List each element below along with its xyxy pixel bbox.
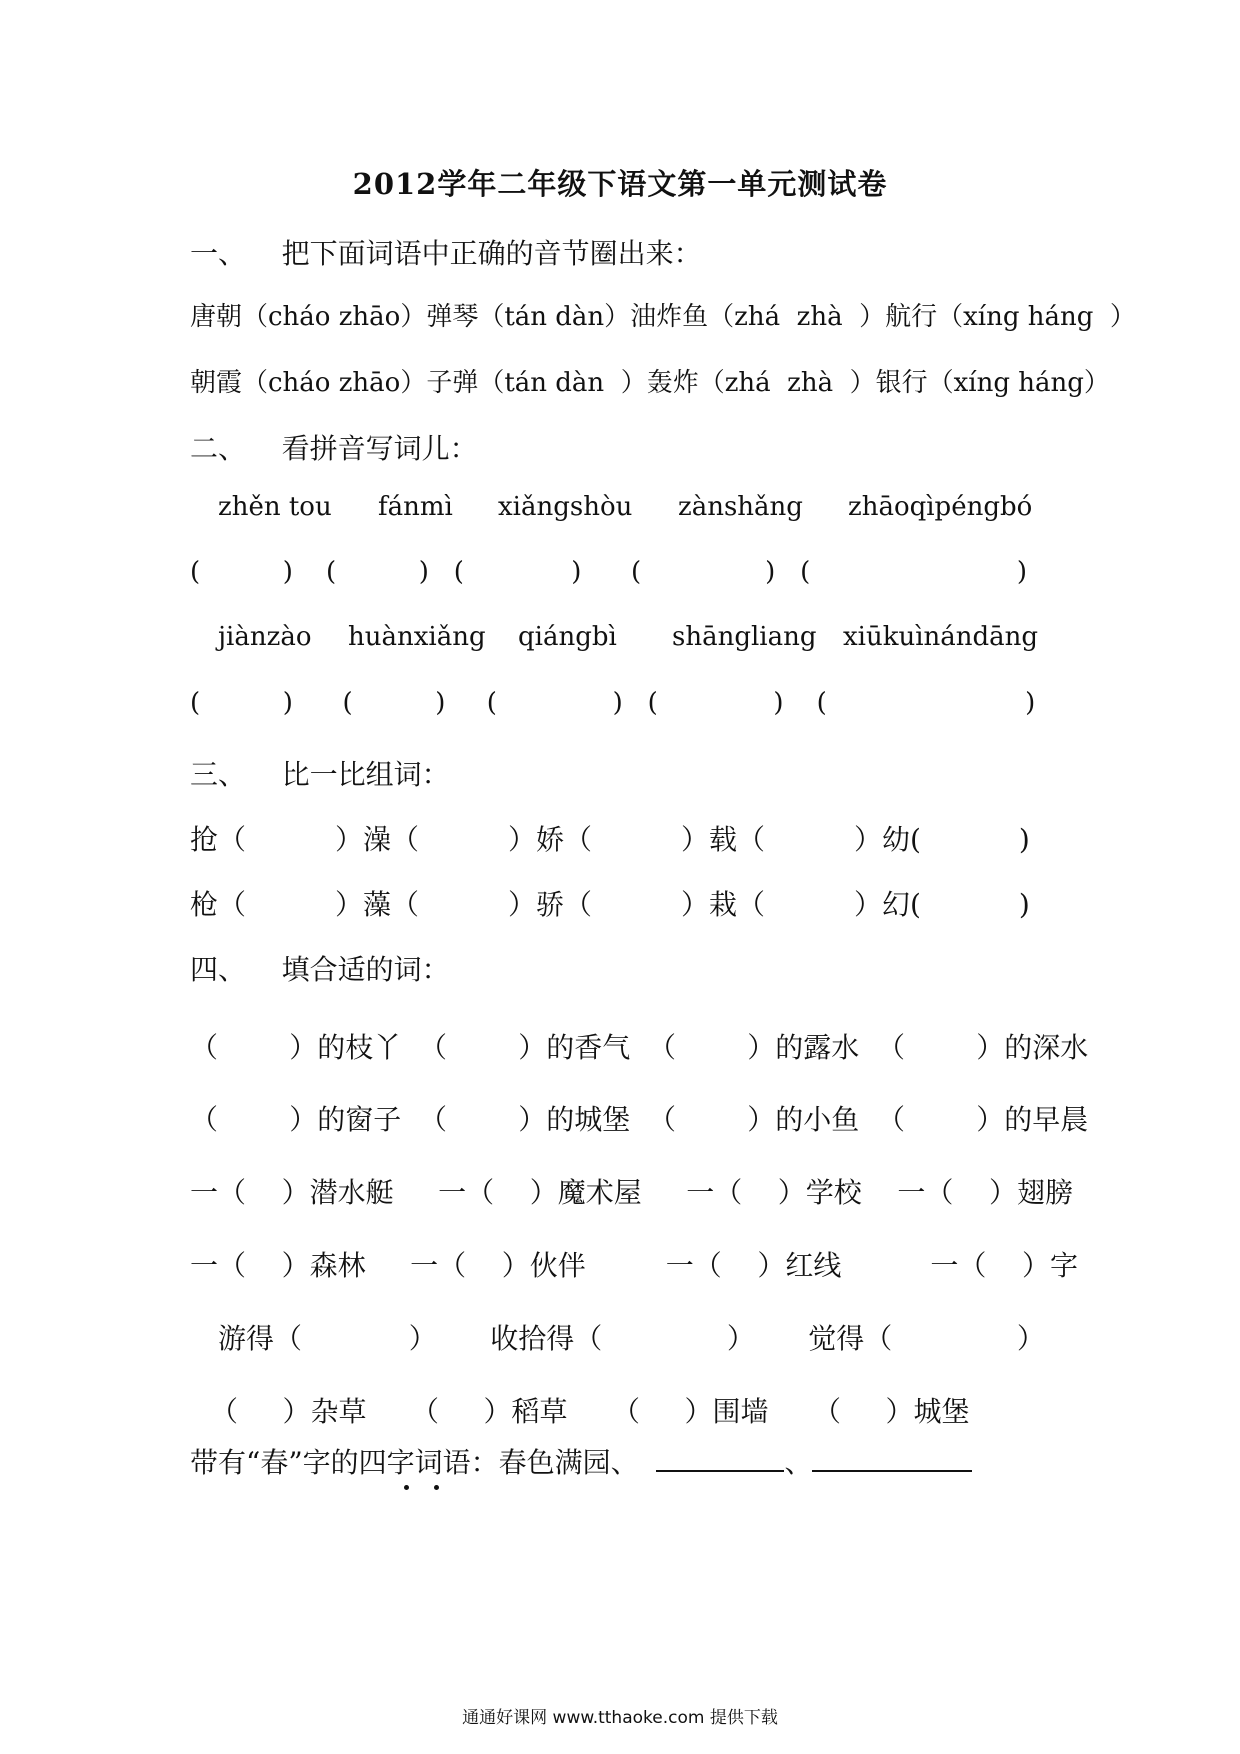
section-2-heading: 二、 看拼音写词儿： — [190, 432, 478, 465]
pinyin-item: qiángbì — [518, 622, 617, 652]
section-4-row-2[interactable]: （ ）的窗子 （ ）的城堡 （ ）的小鱼 （ ）的早晨 — [190, 1103, 1089, 1136]
pinyin-item: jiànzào — [218, 622, 312, 652]
answer-blanks-row-1[interactable]: ( ) ( ) ( ) ( ) ( ) — [190, 557, 1027, 587]
answer-underline[interactable] — [656, 1440, 784, 1472]
section-4-row-6[interactable]: （ ）杂草 （ ）稻草 （ ）围墙 （ ）城堡 — [210, 1395, 970, 1428]
section-3-heading: 三、 比一比组词： — [190, 758, 450, 791]
pinyin-item: zhāoqìpéngbó — [848, 492, 1033, 522]
pinyin-item: fánmì — [378, 492, 453, 522]
section-4-row-7 — [190, 1440, 972, 1481]
section-1-heading: 一、 把下面词语中正确的音节圈出来： — [190, 237, 702, 270]
pinyin-item: xiūkuìnándāng — [843, 622, 1039, 652]
section-4-heading: 四、 填合适的词： — [190, 953, 450, 986]
emphasis-dot — [434, 1485, 439, 1490]
page-title: 2012学年二年级下语文第一单元测试卷 — [352, 167, 888, 201]
pinyin-item: xiǎngshòu — [498, 492, 633, 522]
section-3-row-1[interactable]: 抢（ ）澡（ ）娇（ ）载（ ）幼( ) — [190, 823, 1030, 856]
section-4-row-5[interactable]: 游得（ ） 收拾得（ ） 觉得（ ） — [218, 1322, 1045, 1355]
pinyin-item: shāngliang — [672, 622, 817, 652]
answer-underline[interactable] — [812, 1440, 972, 1472]
section-4-row-3[interactable]: 一（ ）潜水艇 一（ ）魔术屋 一（ ）学校 一（ ）翅膀 — [190, 1176, 1074, 1209]
spring-words-prompt: 带有“春”字的四字词语：春色满园、 — [190, 1446, 639, 1479]
emphasis-dot — [404, 1485, 409, 1490]
pinyin-item: huànxiǎng — [348, 622, 486, 652]
section-4-row-4[interactable]: 一（ ）森林 一（ ）伙伴 一（ ）红线 一（ ）字 — [190, 1249, 1079, 1282]
section-3-row-2[interactable]: 枪（ ）藻（ ）骄（ ）栽（ ）幻( ) — [190, 888, 1030, 921]
separator: 、 — [784, 1446, 813, 1479]
section-1-row-1: 唐朝（cháo zhāo）弹琴（tán dàn）油炸鱼（zhá zhà ）航行（xíng háng ） — [190, 302, 1136, 332]
answer-blanks-row-2[interactable]: ( ) ( ) ( ) ( ) ( ) — [190, 688, 1036, 718]
pinyin-item: zànshǎng — [678, 492, 803, 522]
section-4-row-1[interactable]: （ ）的枝丫 （ ）的香气 （ ）的露水 （ ）的深水 — [190, 1031, 1089, 1064]
pinyin-item: zhěn tou — [218, 492, 332, 522]
section-1-row-2: 朝霞（cháo zhāo）子弹（tán dàn ）轰炸（zhá zhà ）银行（xíng háng） — [190, 368, 1110, 398]
footer-credit: 通通好课网 www.tthaoke.com 提供下载 — [462, 1708, 778, 1728]
